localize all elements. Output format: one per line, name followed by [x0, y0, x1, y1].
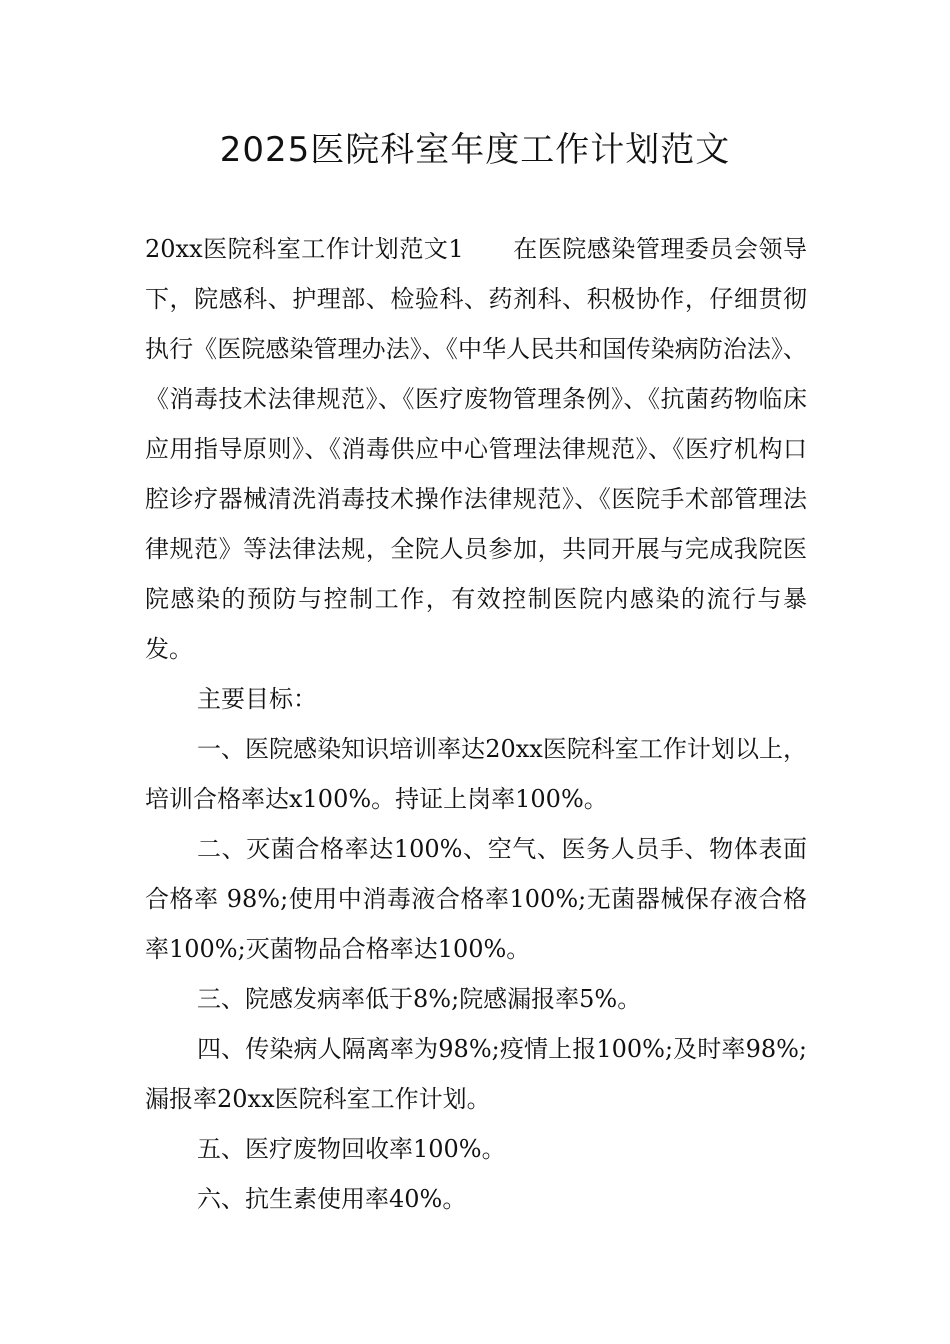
- goal-item-3: 三、院感发病率低于8%;院感漏报率5%。: [197, 985, 642, 1013]
- document-body: [145, 224, 807, 1224]
- goals-heading: 主要目标：: [197, 685, 317, 713]
- intro-paragraph: 20xx医院科室工作计划范文1 在医院感染管理委员会领导下，院感科、护理部、检验科、药剂科、积极协作，仔细贯彻执行《医院感染管理办法》、《中华人民共和国传染病防治法》、《消毒技术法律规范》、《医疗废物管理条例》、《抗菌药物临床应用指导原则》、《消毒供应中心管理法律规范》、《医疗机构口腔诊疗器械清洗消毒技术操作法律规范》、《医院手术部管理法律规范》等法律法规，全院人员参加，共同开展与完成我院医院感染的预防与控制工作，有效控制医院内感染的流行与暴发。: [145, 235, 807, 663]
- document-title: 2025医院科室年度工作计划范文: [219, 130, 731, 170]
- goal-item-6: 六、抗生素使用率40%。: [197, 1185, 467, 1213]
- goal-item-2: 二、灭菌合格率达100%、空气、医务人员手、物体表面合格率 98%;使用中消毒液合格率100%;无菌器械保存液合格率100%;灭菌物品合格率达100%。: [145, 835, 807, 963]
- goal-item-1: 一、医院感染知识培训率达20xx医院科室工作计划以上，培训合格率达x100%。持证上岗率100%。: [145, 735, 807, 813]
- goal-item-5: 五、医疗废物回收率100%。: [197, 1135, 506, 1163]
- goal-item-4: 四、传染病人隔离率为98%;疫情上报100%;及时率98%;漏报率20xx医院科室工作计划。: [145, 1035, 807, 1113]
